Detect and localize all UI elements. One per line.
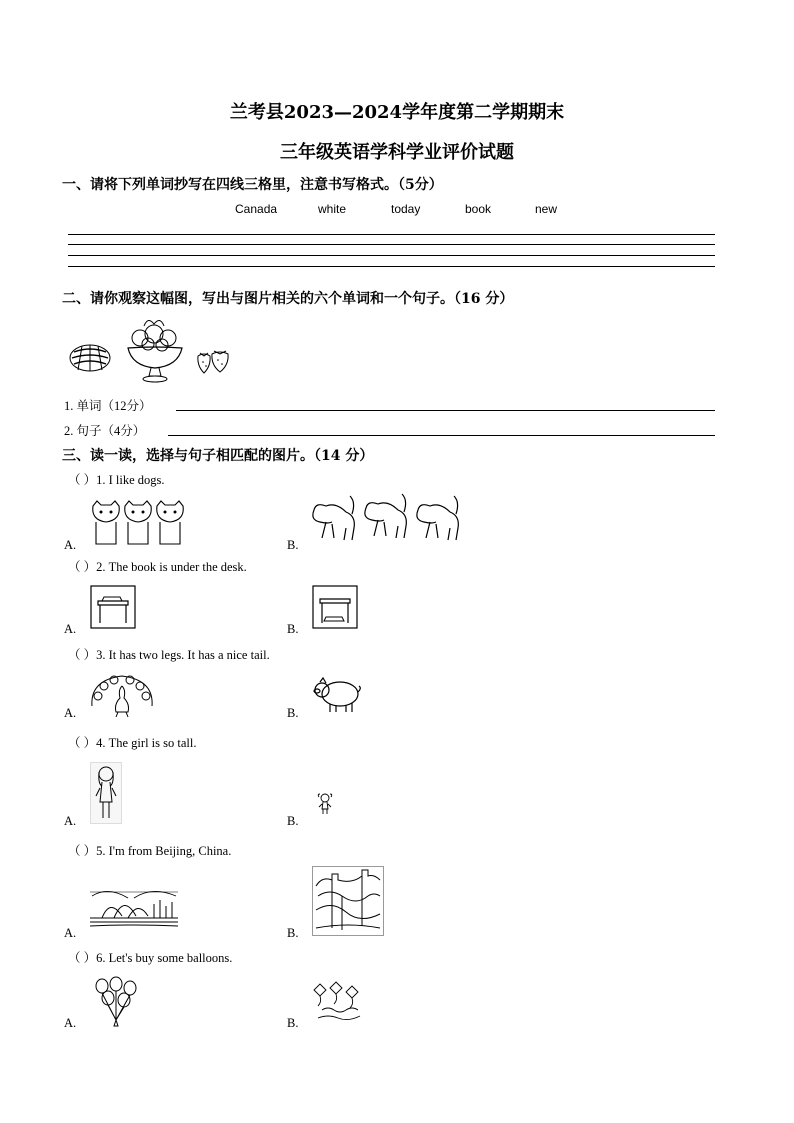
q5-option-b[interactable]: B. bbox=[287, 926, 299, 940]
q4-option-a[interactable]: A. bbox=[64, 814, 77, 828]
sentence-answer-line[interactable] bbox=[168, 435, 715, 436]
words-answer-line[interactable] bbox=[176, 410, 715, 411]
fruit-bowl-icon bbox=[126, 316, 184, 384]
short-girl-icon[interactable] bbox=[316, 792, 334, 816]
word-white: white bbox=[318, 202, 347, 216]
word-book: book bbox=[465, 202, 492, 216]
sydney-opera-house-icon[interactable] bbox=[88, 884, 180, 928]
q1-option-b[interactable]: B. bbox=[287, 538, 299, 552]
tall-girl-icon[interactable] bbox=[90, 762, 122, 824]
exam-title-line2: 三年级英语学科学业评价试题 bbox=[280, 142, 514, 163]
section2-words-label: 1. 单词（12分） bbox=[64, 399, 152, 413]
section2-sentence-label: 2. 句子（4分） bbox=[64, 424, 146, 438]
q3-option-a[interactable]: A. bbox=[64, 706, 77, 720]
q2-option-a[interactable]: A. bbox=[64, 622, 77, 636]
word-new: new bbox=[535, 202, 558, 216]
word-today: today bbox=[391, 202, 421, 216]
q2-option-b[interactable]: B. bbox=[287, 622, 299, 636]
q1-option-a[interactable]: A. bbox=[64, 538, 77, 552]
question-5: （ ）5. I'm from Beijing, China. bbox=[68, 844, 232, 858]
q6-option-b[interactable]: B. bbox=[287, 1016, 299, 1030]
q6-option-a[interactable]: A. bbox=[64, 1016, 77, 1030]
dogs-icon[interactable] bbox=[308, 492, 466, 548]
strawberry-icon bbox=[194, 348, 232, 376]
great-wall-icon[interactable] bbox=[312, 866, 384, 936]
peacock-icon[interactable] bbox=[88, 672, 156, 718]
question-1: （ ）1. I like dogs. bbox=[68, 473, 165, 487]
question-2: （ ）2. The book is under the desk. bbox=[68, 560, 247, 574]
q4-option-b[interactable]: B. bbox=[287, 814, 299, 828]
section3-heading: 三、读一读，选择与句子相匹配的图片。（14 分） bbox=[62, 448, 374, 464]
question-4: （ ）4. The girl is so tall. bbox=[68, 736, 197, 750]
q3-option-b[interactable]: B. bbox=[287, 706, 299, 720]
watermelon-icon bbox=[68, 342, 112, 374]
exam-title-line1: 兰考县2023—2024学年度第二学期期末 bbox=[229, 102, 565, 123]
question-3: （ ）3. It has two legs. It has a nice tail. bbox=[68, 648, 270, 662]
cats-icon[interactable] bbox=[90, 500, 186, 546]
word-canada: Canada bbox=[235, 202, 278, 216]
book-under-desk-icon[interactable] bbox=[312, 585, 358, 629]
section2-heading: 二、请你观察这幅图，写出与图片相关的六个单词和一个句子。（16 分） bbox=[62, 291, 514, 307]
question-6: （ ）6. Let's buy some balloons. bbox=[68, 951, 233, 965]
q5-option-a[interactable]: A. bbox=[64, 926, 77, 940]
book-on-desk-icon[interactable] bbox=[90, 585, 136, 629]
pig-icon[interactable] bbox=[312, 676, 362, 714]
section1-heading: 一、请将下列单词抄写在四线三格里，注意书写格式。（5分） bbox=[62, 177, 443, 193]
balloons-icon[interactable] bbox=[90, 976, 142, 1028]
kites-icon[interactable] bbox=[314, 980, 364, 1022]
